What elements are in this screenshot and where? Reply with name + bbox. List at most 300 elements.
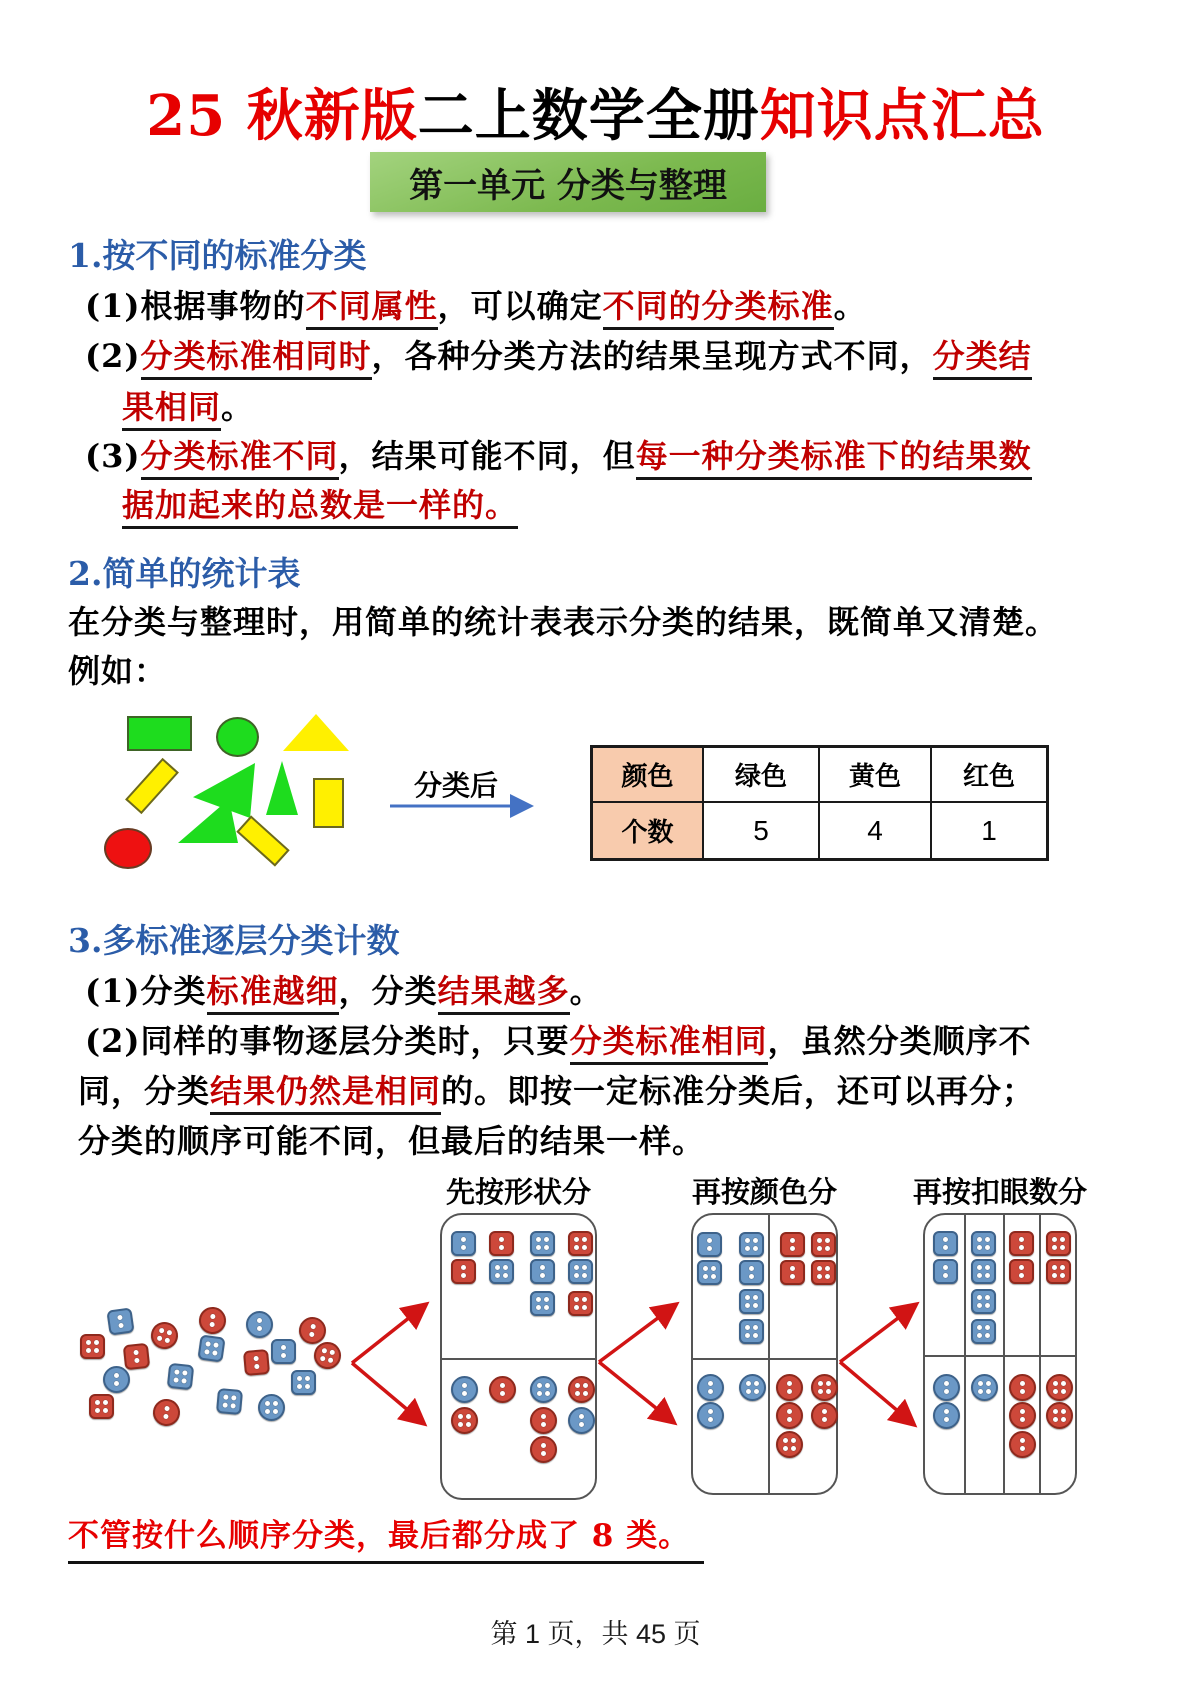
button-hole <box>943 1237 948 1242</box>
blue-square-button-4hole <box>739 1289 764 1314</box>
button-holes <box>977 1295 990 1308</box>
button-hole <box>745 1333 750 1338</box>
panel-divider <box>925 1355 1075 1357</box>
button-hole <box>985 1237 990 1242</box>
button-hole <box>749 1274 754 1279</box>
button-hole <box>114 1381 119 1386</box>
button-hole <box>574 1245 579 1250</box>
button-holes <box>790 1266 795 1279</box>
button-hole <box>977 1237 982 1242</box>
button-holes <box>461 1265 466 1278</box>
button-hole <box>545 1383 550 1388</box>
button-hole <box>745 1325 750 1330</box>
text: ，可以确定 <box>437 287 603 325</box>
button-hole <box>204 1349 210 1355</box>
button-hole <box>86 1340 91 1345</box>
button-hole <box>574 1297 579 1302</box>
button-hole <box>536 1245 541 1250</box>
red-square-button-2hole <box>1009 1259 1034 1284</box>
red-square-button-4hole <box>568 1231 593 1256</box>
button-holes <box>1019 1237 1024 1250</box>
button-holes <box>1020 1381 1025 1394</box>
unit-banner: 第一单元 分类与整理 <box>370 152 766 212</box>
green-small-triangle-shape <box>266 761 298 815</box>
button-holes <box>574 1297 587 1310</box>
button-holes <box>977 1325 990 1338</box>
button-hole <box>708 1409 713 1414</box>
button-hole <box>1053 1417 1058 1422</box>
button-holes <box>536 1237 549 1250</box>
button-hole <box>825 1238 830 1243</box>
button-holes <box>297 1376 310 1389</box>
button-holes <box>541 1443 546 1456</box>
button-holes <box>157 1328 173 1344</box>
button-holes <box>499 1237 504 1250</box>
blue-round-button-4hole <box>530 1376 557 1403</box>
sec1-point-3 <box>85 431 1032 477</box>
blue-round-button-2hole <box>246 1311 273 1338</box>
table-header-color: 颜色 <box>593 748 704 803</box>
button-hole <box>273 1409 278 1414</box>
button-hole <box>977 1303 982 1308</box>
button-hole <box>783 1446 788 1451</box>
button-hole <box>166 1330 172 1336</box>
blue-square-button-4hole <box>697 1260 722 1285</box>
button-hole <box>164 1337 170 1343</box>
button-holes <box>1053 1381 1066 1394</box>
button-hole <box>977 1273 982 1278</box>
button-hole <box>1052 1265 1057 1270</box>
button-hole <box>582 1273 587 1278</box>
button-hole <box>985 1295 990 1300</box>
section1-heading: 1.按不同的标准分类 <box>68 236 367 275</box>
button-holes <box>1020 1438 1025 1451</box>
button-holes <box>257 1318 262 1331</box>
text: 例如： <box>68 652 168 690</box>
button-holes <box>703 1266 716 1279</box>
button-hole <box>753 1295 758 1300</box>
blue-round-button-4hole <box>971 1374 998 1401</box>
button-hole <box>826 1381 831 1386</box>
button-hole <box>499 1237 504 1242</box>
button-hole <box>985 1245 990 1250</box>
button-hole <box>265 1401 270 1406</box>
button-holes <box>117 1315 124 1329</box>
emphasis: 分类标准相同时 <box>141 337 372 380</box>
button-hole <box>173 1377 178 1382</box>
button-holes <box>1053 1409 1066 1422</box>
button-hole <box>790 1274 795 1279</box>
button-hole <box>817 1266 822 1271</box>
button-hole <box>309 1332 315 1338</box>
button-hole <box>328 1357 334 1363</box>
button-holes <box>790 1238 795 1251</box>
button-holes <box>817 1238 830 1251</box>
button-holes <box>818 1381 831 1394</box>
emphasis: 分类标准相同 <box>570 1022 768 1065</box>
button-holes <box>281 1345 286 1358</box>
button-hole <box>257 1318 262 1323</box>
button-hole <box>94 1348 99 1353</box>
button-hole <box>461 1273 466 1278</box>
classification-panel-2 <box>691 1213 838 1495</box>
page-footer: 第 1 页，共 45 页 <box>490 1619 701 1649</box>
text: 。 <box>569 972 603 1010</box>
blue-round-button-2hole <box>451 1376 478 1403</box>
button-hole <box>944 1409 949 1414</box>
classification-panel-1 <box>440 1213 597 1500</box>
button-holes <box>1052 1265 1065 1278</box>
button-holes <box>707 1238 712 1251</box>
blue-round-button-2hole <box>933 1402 960 1429</box>
button-hole <box>103 1400 108 1405</box>
blue-round-button-2hole <box>103 1366 130 1393</box>
red-round-button-2hole <box>776 1374 803 1401</box>
blue-square-button-4hole <box>489 1259 514 1284</box>
button-holes <box>222 1394 236 1408</box>
sec3-point-1 <box>85 966 603 1012</box>
button-hole <box>944 1417 949 1422</box>
example-label <box>68 646 167 692</box>
button-hole <box>545 1391 550 1396</box>
button-hole <box>745 1295 750 1300</box>
button-hole <box>210 1314 215 1319</box>
button-hole <box>1020 1409 1025 1414</box>
button-holes <box>253 1356 259 1369</box>
blue-round-button-2hole <box>697 1402 724 1429</box>
button-hole <box>790 1266 795 1271</box>
button-hole <box>943 1265 948 1270</box>
button-hole <box>575 1383 580 1388</box>
button-holes <box>822 1409 827 1422</box>
button-hole <box>978 1389 983 1394</box>
button-hole <box>977 1325 982 1330</box>
blue-round-button-2hole <box>933 1374 960 1401</box>
button-holes <box>817 1266 830 1279</box>
button-hole <box>582 1297 587 1302</box>
button-hole <box>540 1265 545 1270</box>
blue-round-button-4hole <box>739 1374 766 1401</box>
button-holes <box>173 1369 187 1383</box>
blue-round-button-2hole <box>568 1407 595 1434</box>
section2-heading: 2.简单的统计表 <box>68 554 301 593</box>
button-hole <box>582 1265 587 1270</box>
blue-square-button-4hole <box>971 1319 996 1344</box>
button-hole <box>182 1370 187 1375</box>
panel-divider <box>964 1215 966 1493</box>
button-hole <box>1052 1273 1057 1278</box>
panel-divider <box>442 1358 595 1360</box>
red-square-button-2hole <box>451 1259 476 1284</box>
button-hole <box>1020 1389 1025 1394</box>
button-hole <box>826 1389 831 1394</box>
text: 同，分类 <box>78 1072 211 1110</box>
button-hole <box>1060 1273 1065 1278</box>
button-hole <box>157 1335 163 1341</box>
button-hole <box>787 1409 792 1414</box>
green-circle-shape <box>216 717 259 757</box>
button-hole <box>711 1266 716 1271</box>
button-hole <box>544 1245 549 1250</box>
emphasis: 标准越细 <box>207 972 339 1015</box>
button-hole <box>1019 1265 1024 1270</box>
red-square-button-2hole <box>780 1232 805 1257</box>
button-holes <box>462 1383 467 1396</box>
conclusion-line: 不管按什么顺序分类，最后都分成了 8 类。 <box>68 1510 704 1564</box>
button-hole <box>181 1378 186 1383</box>
button-holes <box>461 1237 466 1250</box>
button-hole <box>818 1381 823 1386</box>
button-hole <box>257 1326 262 1331</box>
text: (3) <box>85 437 141 475</box>
button-hole <box>977 1245 982 1250</box>
title-part-red: 知识点汇总 <box>759 83 1045 149</box>
button-hole <box>95 1408 100 1413</box>
button-hole <box>977 1295 982 1300</box>
button-hole <box>746 1389 751 1394</box>
button-hole <box>134 1358 139 1363</box>
button-hole <box>159 1328 165 1334</box>
button-hole <box>466 1422 471 1427</box>
red-square-button-4hole <box>811 1232 836 1257</box>
button-hole <box>753 1325 758 1330</box>
button-hole <box>708 1417 713 1422</box>
button-holes <box>978 1381 991 1394</box>
button-holes <box>746 1381 759 1394</box>
emphasis: 分类结 <box>933 337 1032 380</box>
button-hole <box>985 1325 990 1330</box>
red-round-button-4hole <box>451 1407 478 1434</box>
button-hole <box>461 1245 466 1250</box>
button-hole <box>708 1381 713 1386</box>
button-hole <box>305 1384 310 1389</box>
button-holes <box>749 1266 754 1279</box>
button-hole <box>461 1237 466 1242</box>
button-hole <box>541 1451 546 1456</box>
button-hole <box>230 1403 235 1408</box>
button-hole <box>205 1341 211 1347</box>
button-hole <box>222 1402 227 1407</box>
table-header-yellow: 黄色 <box>820 748 932 803</box>
button-hole <box>1020 1438 1025 1443</box>
button-holes <box>783 1438 796 1451</box>
page-title <box>0 72 1191 152</box>
button-hole <box>536 1305 541 1310</box>
button-holes <box>458 1414 471 1427</box>
button-hole <box>1052 1237 1057 1242</box>
button-hole <box>707 1246 712 1251</box>
green-bottom-triangle-shape <box>178 799 238 843</box>
blue-square-button-4hole <box>197 1334 225 1362</box>
blue-square-button-4hole <box>739 1319 764 1344</box>
blue-square-button-4hole <box>568 1259 593 1284</box>
button-hole <box>791 1438 796 1443</box>
button-hole <box>574 1273 579 1278</box>
blue-square-button-2hole <box>933 1231 958 1256</box>
blue-square-button-4hole <box>530 1291 555 1316</box>
blue-square-button-2hole <box>933 1259 958 1284</box>
button-hole <box>753 1238 758 1243</box>
red-round-button-4hole <box>1046 1402 1073 1429</box>
button-hole <box>212 1350 218 1356</box>
button-hole <box>536 1297 541 1302</box>
button-holes <box>537 1383 550 1396</box>
blue-square-button-2hole <box>739 1260 764 1285</box>
red-round-button-2hole <box>198 1306 227 1335</box>
button-hole <box>305 1376 310 1381</box>
button-holes <box>1019 1265 1024 1278</box>
red-round-button-2hole <box>1009 1374 1036 1401</box>
button-hole <box>822 1417 827 1422</box>
button-holes <box>541 1414 546 1427</box>
button-hole <box>1019 1237 1024 1242</box>
button-holes <box>163 1406 170 1420</box>
red-round-button-4hole <box>811 1374 838 1401</box>
button-hole <box>117 1315 123 1321</box>
emphasis: 结果越多 <box>438 972 570 1015</box>
text: 。 <box>833 287 867 325</box>
button-holes <box>500 1383 505 1396</box>
button-hole <box>310 1324 316 1330</box>
text: (2) <box>85 337 141 375</box>
text: 的。即按一定标准分类后，还可以再分； <box>441 1072 1036 1110</box>
button-hole <box>703 1274 708 1279</box>
button-hole <box>163 1414 169 1420</box>
button-hole <box>825 1246 830 1251</box>
sec3-point-2-cont2 <box>78 1116 705 1162</box>
red-round-button-2hole <box>1009 1402 1036 1429</box>
button-hole <box>574 1237 579 1242</box>
button-hole <box>787 1381 792 1386</box>
button-hole <box>943 1273 948 1278</box>
button-hole <box>943 1245 948 1250</box>
title-part-black: 二上数学全册 <box>417 83 760 149</box>
emphasis: 不同的分类标准 <box>603 287 834 330</box>
sec3-point-2 <box>85 1016 1032 1062</box>
button-hole <box>783 1438 788 1443</box>
red-square-button-4hole <box>568 1291 593 1316</box>
button-hole <box>541 1414 546 1419</box>
button-holes <box>574 1265 587 1278</box>
red-square-button-2hole <box>1009 1231 1034 1256</box>
blue-round-button-4hole <box>258 1394 285 1421</box>
button-holes <box>1020 1409 1025 1422</box>
red-round-button-4hole <box>776 1431 803 1458</box>
button-hole <box>466 1414 471 1419</box>
red-round-button-2hole <box>811 1402 838 1429</box>
classification-panel-3 <box>923 1213 1077 1495</box>
button-holes <box>745 1325 758 1338</box>
text: 。 <box>221 388 255 426</box>
button-hole <box>321 1348 327 1354</box>
panel-divider <box>1039 1215 1041 1493</box>
button-hole <box>791 1446 796 1451</box>
button-holes <box>114 1373 119 1386</box>
blue-square-button-2hole <box>106 1307 134 1335</box>
diagram-step-label-3: 再按扣眼数分 <box>912 1175 1087 1209</box>
button-hole <box>825 1274 830 1279</box>
button-hole <box>254 1364 259 1369</box>
button-holes <box>86 1340 99 1353</box>
button-hole <box>1020 1381 1025 1386</box>
button-hole <box>281 1353 286 1358</box>
button-hole <box>985 1333 990 1338</box>
red-square-button-4hole <box>1046 1259 1071 1284</box>
button-hole <box>977 1333 982 1338</box>
button-hole <box>822 1409 827 1414</box>
button-hole <box>223 1394 228 1399</box>
button-hole <box>536 1237 541 1242</box>
blue-square-button-4hole <box>530 1231 555 1256</box>
section3-heading: 3.多标准逐层分类计数 <box>68 921 400 960</box>
button-hole <box>1061 1389 1066 1394</box>
button-hole <box>461 1265 466 1270</box>
red-square-button-4hole <box>89 1394 114 1419</box>
red-square-button-2hole <box>123 1343 150 1370</box>
button-hole <box>1060 1265 1065 1270</box>
button-hole <box>753 1246 758 1251</box>
button-hole <box>986 1389 991 1394</box>
button-hole <box>95 1400 100 1405</box>
emphasis: 据加起来的总数是一样的。 <box>122 486 518 529</box>
button-hole <box>458 1422 463 1427</box>
text: ，各种分类方法的结果呈现方式不同， <box>371 337 933 375</box>
blue-square-button-4hole <box>971 1259 996 1284</box>
red-square-button-2hole <box>489 1231 514 1256</box>
panel-divider <box>693 1358 836 1360</box>
button-holes <box>265 1401 278 1414</box>
emphasis: 结果仍然是相同 <box>210 1072 441 1115</box>
button-hole <box>265 1409 270 1414</box>
yellow-triangle-shape <box>283 714 349 751</box>
button-hole <box>986 1381 991 1386</box>
red-round-button-2hole <box>776 1402 803 1429</box>
button-hole <box>133 1350 138 1355</box>
text: 在分类与整理时，用简单的统计表表示分类的结果，既简单又清楚。 <box>68 603 1059 641</box>
blue-square-button-2hole <box>530 1259 555 1284</box>
button-hole <box>537 1391 542 1396</box>
button-holes <box>575 1383 588 1396</box>
button-holes <box>708 1409 713 1422</box>
emphasis: 每一种分类标准下的结果数 <box>636 437 1032 480</box>
button-hole <box>273 1401 278 1406</box>
button-hole <box>985 1265 990 1270</box>
red-round-button-2hole <box>489 1376 516 1403</box>
button-hole <box>544 1237 549 1242</box>
red-square-button-4hole <box>80 1334 105 1359</box>
button-hole <box>985 1303 990 1308</box>
button-hole <box>818 1389 823 1394</box>
button-hole <box>579 1414 584 1419</box>
button-hole <box>1019 1273 1024 1278</box>
button-hole <box>320 1356 326 1362</box>
button-hole <box>458 1414 463 1419</box>
button-hole <box>253 1356 258 1361</box>
button-hole <box>1020 1417 1025 1422</box>
button-hole <box>1019 1245 1024 1250</box>
button-hole <box>495 1265 500 1270</box>
button-hole <box>985 1273 990 1278</box>
button-hole <box>86 1348 91 1353</box>
sorted-after-label: 分类后 <box>413 769 498 802</box>
button-hole <box>1053 1409 1058 1414</box>
button-hole <box>574 1265 579 1270</box>
button-holes <box>943 1237 948 1250</box>
button-hole <box>495 1273 500 1278</box>
sec1-point-3-cont <box>122 480 518 526</box>
button-hole <box>754 1389 759 1394</box>
button-holes <box>536 1297 549 1310</box>
